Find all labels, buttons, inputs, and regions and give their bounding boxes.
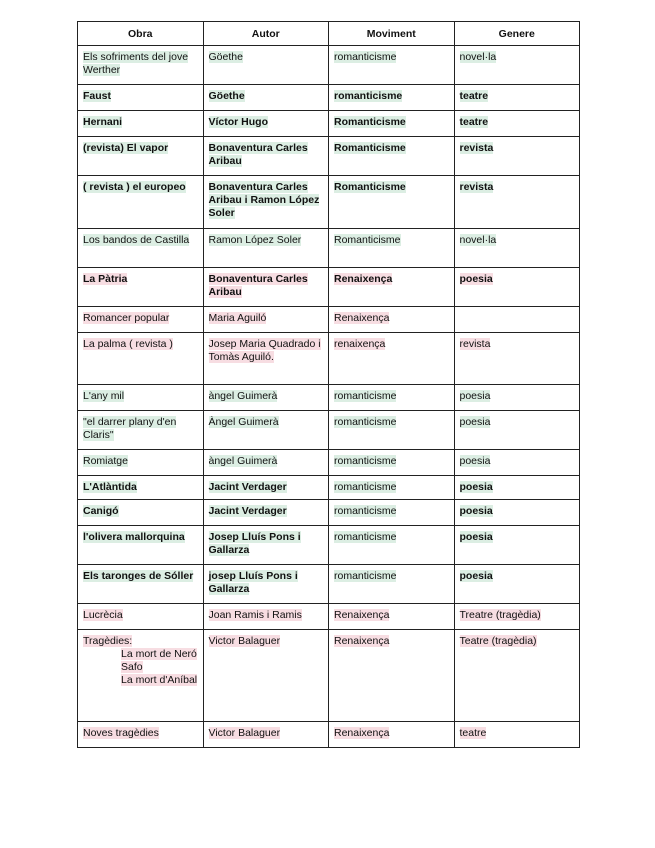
cell-moviment	[329, 333, 455, 385]
cell-genere	[454, 411, 580, 450]
cell-text: Romancer popular	[83, 312, 170, 324]
cell-text: romanticisme	[334, 505, 397, 517]
cell-obra	[78, 46, 204, 85]
cell-genere	[454, 176, 580, 229]
cell-obra	[78, 476, 204, 500]
cell-text: La Pàtria	[83, 273, 128, 285]
cell-text: poesia	[459, 531, 493, 543]
cell-obra	[78, 229, 204, 268]
table-body	[78, 46, 580, 748]
cell-moviment	[329, 476, 455, 500]
cell-obra	[78, 411, 204, 450]
cell-autor	[203, 604, 329, 630]
cell-moviment	[329, 46, 455, 85]
cell-text: (revista) El vapor	[83, 142, 169, 154]
cell-moviment	[329, 385, 455, 411]
sub-item-text: La mort d'Aníbal	[121, 674, 198, 686]
cell-text: Los bandos de Castilla	[83, 234, 190, 246]
cell-text: Lucrècia	[83, 609, 123, 621]
cell-moviment	[329, 176, 455, 229]
cell-text: Canigó	[83, 505, 119, 517]
cell-autor	[203, 450, 329, 476]
cell-genere	[454, 385, 580, 411]
table-row	[78, 268, 580, 307]
cell-moviment	[329, 450, 455, 476]
cell-obra	[78, 85, 204, 111]
table-row	[78, 450, 580, 476]
cell-text: Víctor Hugo	[208, 116, 268, 128]
table-row	[78, 604, 580, 630]
cell-text: revista	[459, 142, 494, 154]
cell-autor	[203, 46, 329, 85]
cell-text: Victor Balaguer	[208, 727, 281, 739]
cell-autor	[203, 85, 329, 111]
cell-text: Romiatge	[83, 455, 128, 467]
cell-autor	[203, 411, 329, 450]
cell-moviment	[329, 722, 455, 748]
cell-text: renaixença	[334, 338, 386, 350]
cell-text: Romanticisme	[334, 234, 401, 246]
cell-text: poesia	[459, 505, 493, 517]
cell-text: Victor Balaguer	[208, 635, 281, 647]
sub-item	[83, 661, 198, 674]
cell-obra	[78, 137, 204, 176]
cell-autor	[203, 333, 329, 385]
cell-text: romanticisme	[334, 51, 397, 63]
cell-autor	[203, 137, 329, 176]
works-table	[77, 21, 580, 748]
cell-autor	[203, 476, 329, 500]
cell-genere	[454, 229, 580, 268]
cell-moviment	[329, 630, 455, 722]
table-row	[78, 111, 580, 137]
cell-text: Àngel Guimerà	[208, 416, 279, 428]
cell-genere	[454, 722, 580, 748]
cell-obra	[78, 565, 204, 604]
cell-text: Romanticisme	[334, 116, 406, 128]
cell-text: Josep Lluís Pons i Gallarza	[208, 531, 301, 556]
cell-text: Noves tragèdies	[83, 727, 159, 739]
table-row	[78, 46, 580, 85]
cell-text: Teatre (tragèdia)	[459, 635, 537, 647]
table-row	[78, 176, 580, 229]
cell-genere	[454, 307, 580, 333]
cell-text: Hernani	[83, 116, 123, 128]
cell-moviment	[329, 111, 455, 137]
cell-autor	[203, 229, 329, 268]
cell-obra	[78, 500, 204, 526]
cell-text: romanticisme	[334, 90, 403, 102]
header-autor: Autor	[203, 22, 329, 46]
cell-moviment	[329, 137, 455, 176]
cell-text: Renaixença	[334, 273, 393, 285]
table-row	[78, 85, 580, 111]
cell-text: romanticisme	[334, 481, 397, 493]
cell-autor	[203, 307, 329, 333]
cell-autor	[203, 111, 329, 137]
cell-text: novel·la	[459, 234, 497, 246]
cell-text: Romanticisme	[334, 142, 406, 154]
cell-text: romanticisme	[334, 455, 397, 467]
cell-text: Maria Aguiló	[208, 312, 267, 324]
cell-text: Josep Maria Quadrado i Tomàs Aguiló.	[208, 338, 321, 363]
cell-autor	[203, 268, 329, 307]
cell-text: ( revista ) el europeo	[83, 181, 186, 193]
cell-text: "el darrer plany d'en Claris"	[83, 416, 177, 441]
cell-moviment	[329, 604, 455, 630]
cell-text: josep Lluís Pons i Gallarza	[208, 570, 298, 595]
cell-autor	[203, 526, 329, 565]
cell-genere	[454, 604, 580, 630]
cell-text: poesia	[459, 455, 491, 467]
cell-text: novel·la	[459, 51, 497, 63]
cell-text: Renaixença	[334, 635, 390, 647]
cell-text: Els taronges de Sóller	[83, 570, 194, 582]
cell-genere	[454, 500, 580, 526]
header-genere: Genere	[454, 22, 580, 46]
sub-item	[83, 674, 198, 687]
cell-genere	[454, 476, 580, 500]
cell-text: Bonaventura Carles Aribau i Ramon López Soler	[208, 181, 320, 219]
table-row	[78, 630, 580, 722]
header-obra: Obra	[78, 22, 204, 46]
cell-autor	[203, 176, 329, 229]
table-row	[78, 565, 580, 604]
cell-moviment	[329, 307, 455, 333]
cell-text: Jacint Verdager	[208, 481, 287, 493]
cell-genere	[454, 111, 580, 137]
cell-genere	[454, 46, 580, 85]
cell-autor	[203, 385, 329, 411]
cell-text: romanticisme	[334, 390, 397, 402]
cell-text: àngel Guimerà	[208, 455, 278, 467]
cell-text: teatre	[459, 727, 487, 739]
cell-text: L'Atlàntida	[83, 481, 137, 493]
cell-text: Renaixença	[334, 609, 390, 621]
cell-text: romanticisme	[334, 570, 397, 582]
cell-text: Tragèdies:	[83, 635, 133, 647]
cell-moviment	[329, 500, 455, 526]
cell-text: Els sofriments del jove Werther	[83, 51, 189, 76]
cell-moviment	[329, 526, 455, 565]
table-row	[78, 385, 580, 411]
table-row	[78, 722, 580, 748]
cell-obra	[78, 604, 204, 630]
cell-obra	[78, 450, 204, 476]
cell-text: romanticisme	[334, 416, 397, 428]
cell-text: L'any mil	[83, 390, 125, 402]
cell-moviment	[329, 565, 455, 604]
header-moviment: Moviment	[329, 22, 455, 46]
cell-text: poesia	[459, 481, 493, 493]
cell-autor	[203, 722, 329, 748]
cell-moviment	[329, 411, 455, 450]
cell-text: romanticisme	[334, 531, 397, 543]
table-row	[78, 333, 580, 385]
cell-text: Göethe	[208, 51, 243, 63]
cell-genere	[454, 450, 580, 476]
cell-autor	[203, 630, 329, 722]
cell-autor	[203, 500, 329, 526]
cell-obra	[78, 268, 204, 307]
cell-moviment	[329, 268, 455, 307]
cell-text: poesia	[459, 273, 493, 285]
cell-obra	[78, 722, 204, 748]
cell-autor	[203, 565, 329, 604]
cell-genere	[454, 630, 580, 722]
cell-genere	[454, 137, 580, 176]
cell-obra	[78, 333, 204, 385]
cell-text: Jacint Verdager	[208, 505, 287, 517]
cell-genere	[454, 85, 580, 111]
cell-obra	[78, 111, 204, 137]
cell-text: Joan Ramis i Ramis	[208, 609, 302, 621]
table-row	[78, 500, 580, 526]
cell-text: Treatre (tragèdia)	[459, 609, 541, 621]
cell-text: Renaixença	[334, 727, 390, 739]
cell-obra	[78, 307, 204, 333]
header-row	[78, 22, 580, 46]
table-row	[78, 476, 580, 500]
table-row	[78, 137, 580, 176]
cell-text: teatre	[459, 90, 489, 102]
cell-text: poesia	[459, 570, 493, 582]
cell-text: Faust	[83, 90, 112, 102]
cell-text: Ramon López Soler	[208, 234, 302, 246]
cell-obra	[78, 526, 204, 565]
sub-item	[83, 648, 198, 661]
cell-obra	[78, 630, 204, 722]
cell-moviment	[329, 85, 455, 111]
cell-text: Renaixença	[334, 312, 390, 324]
cell-text: Bonaventura Carles Aribau	[208, 142, 308, 167]
table-row	[78, 526, 580, 565]
cell-text: poesia	[459, 390, 491, 402]
cell-text: revista	[459, 181, 494, 193]
cell-genere	[454, 565, 580, 604]
cell-text: La palma ( revista )	[83, 338, 173, 350]
cell-obra	[78, 176, 204, 229]
table-row	[78, 307, 580, 333]
cell-genere	[454, 333, 580, 385]
cell-moviment	[329, 229, 455, 268]
cell-genere	[454, 526, 580, 565]
cell-text: àngel Guimerà	[208, 390, 278, 402]
cell-text: revista	[459, 338, 491, 350]
cell-text: Bonaventura Carles Aribau	[208, 273, 308, 298]
sub-item-text: La mort de Neró	[121, 648, 197, 660]
cell-text: Göethe	[208, 90, 245, 102]
cell-obra	[78, 385, 204, 411]
sub-item-text: Safo	[121, 661, 143, 673]
cell-genere	[454, 268, 580, 307]
cell-text: poesia	[459, 416, 491, 428]
table-row	[78, 229, 580, 268]
cell-text: l'olivera mallorquina	[83, 531, 185, 543]
cell-text: Romanticisme	[334, 181, 406, 193]
table-row	[78, 411, 580, 450]
cell-text: teatre	[459, 116, 489, 128]
